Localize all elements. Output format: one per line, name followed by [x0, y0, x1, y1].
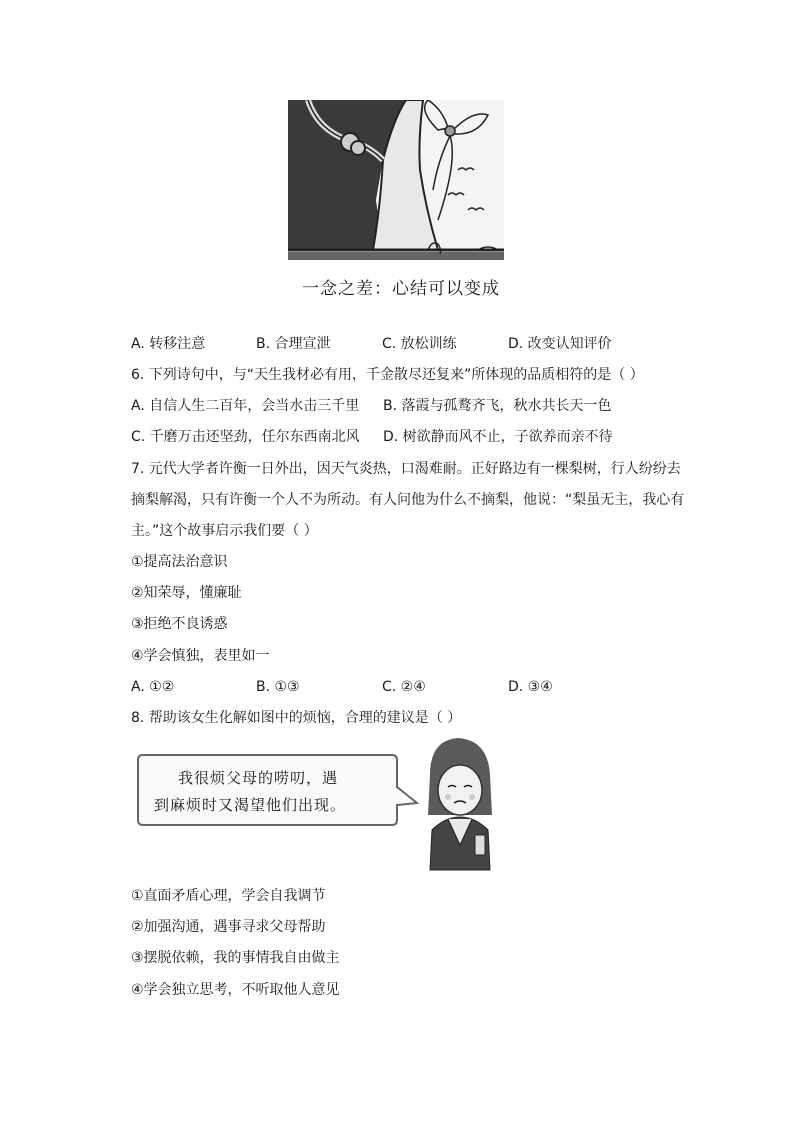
q7-option-b: B. ①③ — [256, 679, 300, 695]
q7-stem-line-1: 7. 元代大学者许衡一日外出，因天气炎热，口渴难耐。正好路边有一棵梨树，行人纷纷去 — [131, 461, 681, 477]
q8-statement-1: ①直面矛盾心理，学会自我调节 — [131, 888, 326, 904]
q7-option-a: A. ①② — [131, 679, 175, 695]
q6-option-c: C. 千磨万击还坚劲，任尔东西南北风 — [131, 429, 360, 445]
q5-option-b: B. 合理宣泄 — [256, 336, 331, 352]
q8-stem: 8. 帮助该女生化解如图中的烦恼，合理的建议是（ ） — [131, 710, 462, 726]
girl-figure — [428, 738, 492, 870]
q6-stem: 6. 下列诗句中，与“天生我材必有用，千金散尽还复来”所体现的品质相符的是（ ） — [131, 367, 644, 383]
q7-option-c: C. ②④ — [382, 679, 426, 695]
q5-option-d: D. 改变认知评价 — [508, 336, 612, 352]
q7-statement-3: ③拒绝不良诱惑 — [131, 616, 228, 632]
tree-knot-drawing — [288, 100, 504, 270]
q8-statement-2: ②加强沟通，遇事寻求父母帮助 — [131, 919, 326, 935]
q7-stem-line-3: 主。”这个故事启示我们要（ ） — [131, 523, 318, 539]
q8-statement-4: ④学会独立思考，不听取他人意见 — [131, 982, 340, 998]
figure-caption: 一念之差：心结可以变成 — [302, 279, 500, 299]
q7-statement-2: ②知荣辱，懂廉耻 — [131, 585, 242, 601]
bubble-text-line-1: 我很烦父母的唠叨，遇 — [178, 769, 339, 787]
q6-option-d: D. 树欲静而风不止，子欲养而亲不待 — [383, 429, 613, 445]
q6-option-b: B. 落霞与孤鹜齐飞，秋水共长天一色 — [383, 398, 612, 414]
q5-option-c: C. 放松训练 — [382, 336, 457, 352]
q7-statement-1: ①提高法治意识 — [131, 554, 228, 570]
tree-knot-illustration — [288, 100, 504, 270]
q7-option-d: D. ③④ — [508, 679, 553, 695]
girl-speech-illustration — [130, 735, 530, 875]
q7-statement-4: ④学会慎独，表里如一 — [131, 648, 270, 664]
q7-stem-line-2: 摘梨解渴，只有许衡一个人不为所动。有人问他为什么不摘梨，他说：“梨虽无主，我心有 — [131, 492, 685, 508]
bubble-text-line-2: 到麻烦时又渴望他们出现。 — [154, 796, 347, 814]
q8-statement-3: ③摆脱依赖，我的事情我自由做主 — [131, 950, 340, 966]
q5-option-a: A. 转移注意 — [131, 336, 206, 352]
q6-option-a: A. 自信人生二百年，会当水击三千里 — [131, 398, 360, 414]
